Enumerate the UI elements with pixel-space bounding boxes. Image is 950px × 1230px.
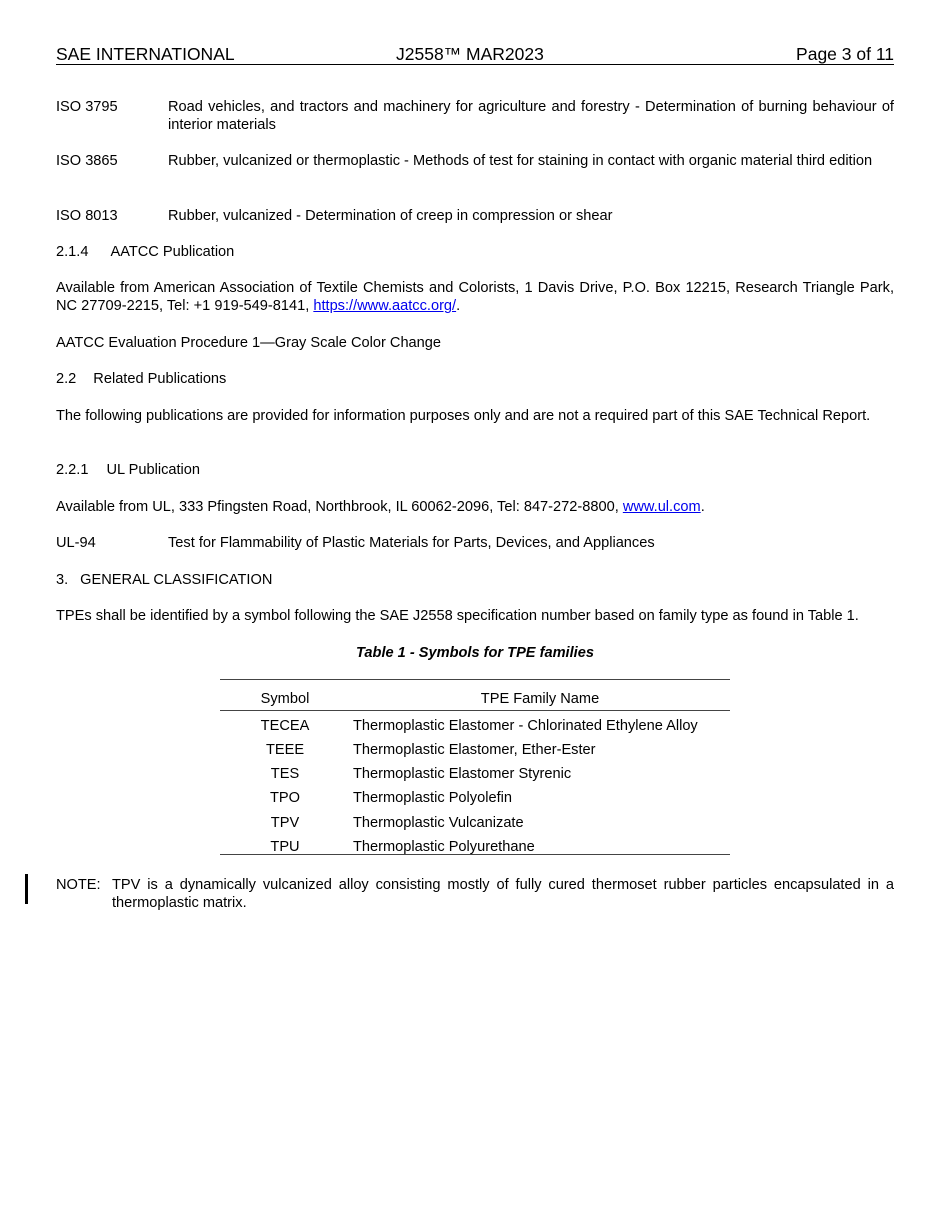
- table-row: [220, 765, 730, 783]
- section-title: UL Publication: [106, 462, 201, 478]
- note-text: TPV is a dynamically vulcanized alloy consisting mostly of fully cured thermoset rubber particles encapsulated in a thermoplastic matrix.: [112, 877, 894, 911]
- table-caption: Table 1 - Symbols for TPE families: [356, 645, 594, 661]
- section-title: GENERAL CLASSIFICATION: [80, 572, 273, 588]
- table-header-symbol: Symbol: [260, 691, 310, 707]
- aatcc-availability: Available from American Association of Textile Chemists and Colorists, 1 Davis Drive, P.O. Box 12215, Research Triangle Park, NC 27709-2215, Tel: +1 919-549-8141, https://www.aatcc.org/.: [56, 280, 894, 314]
- table-rule-bottom: [220, 854, 730, 855]
- table-rule-top: [220, 679, 730, 680]
- table-cell-name: Thermoplastic Elastomer - Chlorinated Ethylene Alloy: [353, 718, 698, 734]
- page-header: [56, 44, 894, 65]
- section-number: 2.1.4: [56, 244, 89, 260]
- table-row: [220, 814, 730, 832]
- note-label: NOTE:: [56, 877, 101, 893]
- section-number: 3.: [56, 572, 69, 588]
- section-heading-general: [56, 571, 272, 589]
- table-cell-symbol: TEEE: [265, 742, 305, 758]
- table-cell-name: Thermoplastic Elastomer Styrenic: [353, 766, 572, 782]
- table-cell-symbol: TPU: [270, 839, 300, 855]
- iso-ref-text: Rubber, vulcanized - Determination of creep in compression or shear: [168, 208, 613, 224]
- table-row: [220, 717, 730, 735]
- table-cell-symbol: TPV: [270, 815, 300, 831]
- ul-ref-text: Test for Flammability of Plastic Materials for Parts, Devices, and Appliances: [168, 535, 655, 551]
- ul-link[interactable]: www.ul.com: [622, 499, 701, 515]
- table-row: [220, 741, 730, 759]
- section-heading-ul: [56, 461, 200, 479]
- table-cell-name: Thermoplastic Polyurethane: [353, 839, 535, 855]
- table-cell-symbol: TECEA: [260, 718, 310, 734]
- section-number: 2.2.1: [56, 462, 89, 478]
- iso-ref-text: Road vehicles, and tractors and machinery for agriculture and forestry - Determination of burning behaviour of interior materials: [168, 99, 894, 133]
- table-header-name: TPE Family Name: [480, 691, 600, 707]
- section-number: 2.2: [56, 371, 77, 387]
- header-doc-id: J2558™ MAR2023: [396, 44, 544, 64]
- iso-ref-code: ISO 8013: [56, 208, 118, 224]
- header-org: SAE INTERNATIONAL: [56, 44, 235, 64]
- aatcc-procedure: AATCC Evaluation Procedure 1—Gray Scale Color Change: [56, 335, 442, 351]
- table-cell-symbol: TPO: [270, 790, 300, 806]
- related-paragraph: The following publications are provided for information purposes only and are not a required part of this SAE Technical Report.: [56, 408, 871, 424]
- ul-ref-code: UL-94: [56, 535, 96, 551]
- table-cell-symbol: TES: [270, 766, 300, 782]
- section-title: Related Publications: [93, 371, 227, 387]
- iso-ref-code: ISO 3865: [56, 153, 118, 169]
- aatcc-link[interactable]: https://www.aatcc.org/: [313, 298, 457, 314]
- table-cell-name: Thermoplastic Polyolefin: [353, 790, 512, 806]
- section-heading-related: [56, 370, 226, 388]
- table-cell-name: Thermoplastic Vulcanizate: [353, 815, 524, 831]
- table-row: [220, 789, 730, 807]
- ul-availability: Available from UL, 333 Pfingsten Road, Northbrook, IL 60062-2096, Tel: 847-272-8800, www.ul.com.: [56, 499, 705, 515]
- revision-change-bar: [25, 874, 28, 904]
- table-rule-header: [220, 710, 730, 711]
- iso-ref-text: Rubber, vulcanized or thermoplastic - Methods of test for staining in contact with organic material third edition: [168, 153, 873, 169]
- header-page-number: Page 3 of 11: [796, 44, 894, 64]
- general-paragraph: TPEs shall be identified by a symbol following the SAE J2558 specification number based on family type as found in Table 1.: [56, 608, 859, 624]
- iso-ref-code: ISO 3795: [56, 99, 118, 115]
- section-heading-aatcc: [56, 243, 234, 261]
- section-title: AATCC Publication: [110, 244, 235, 260]
- table-cell-name: Thermoplastic Elastomer, Ether-Ester: [353, 742, 596, 758]
